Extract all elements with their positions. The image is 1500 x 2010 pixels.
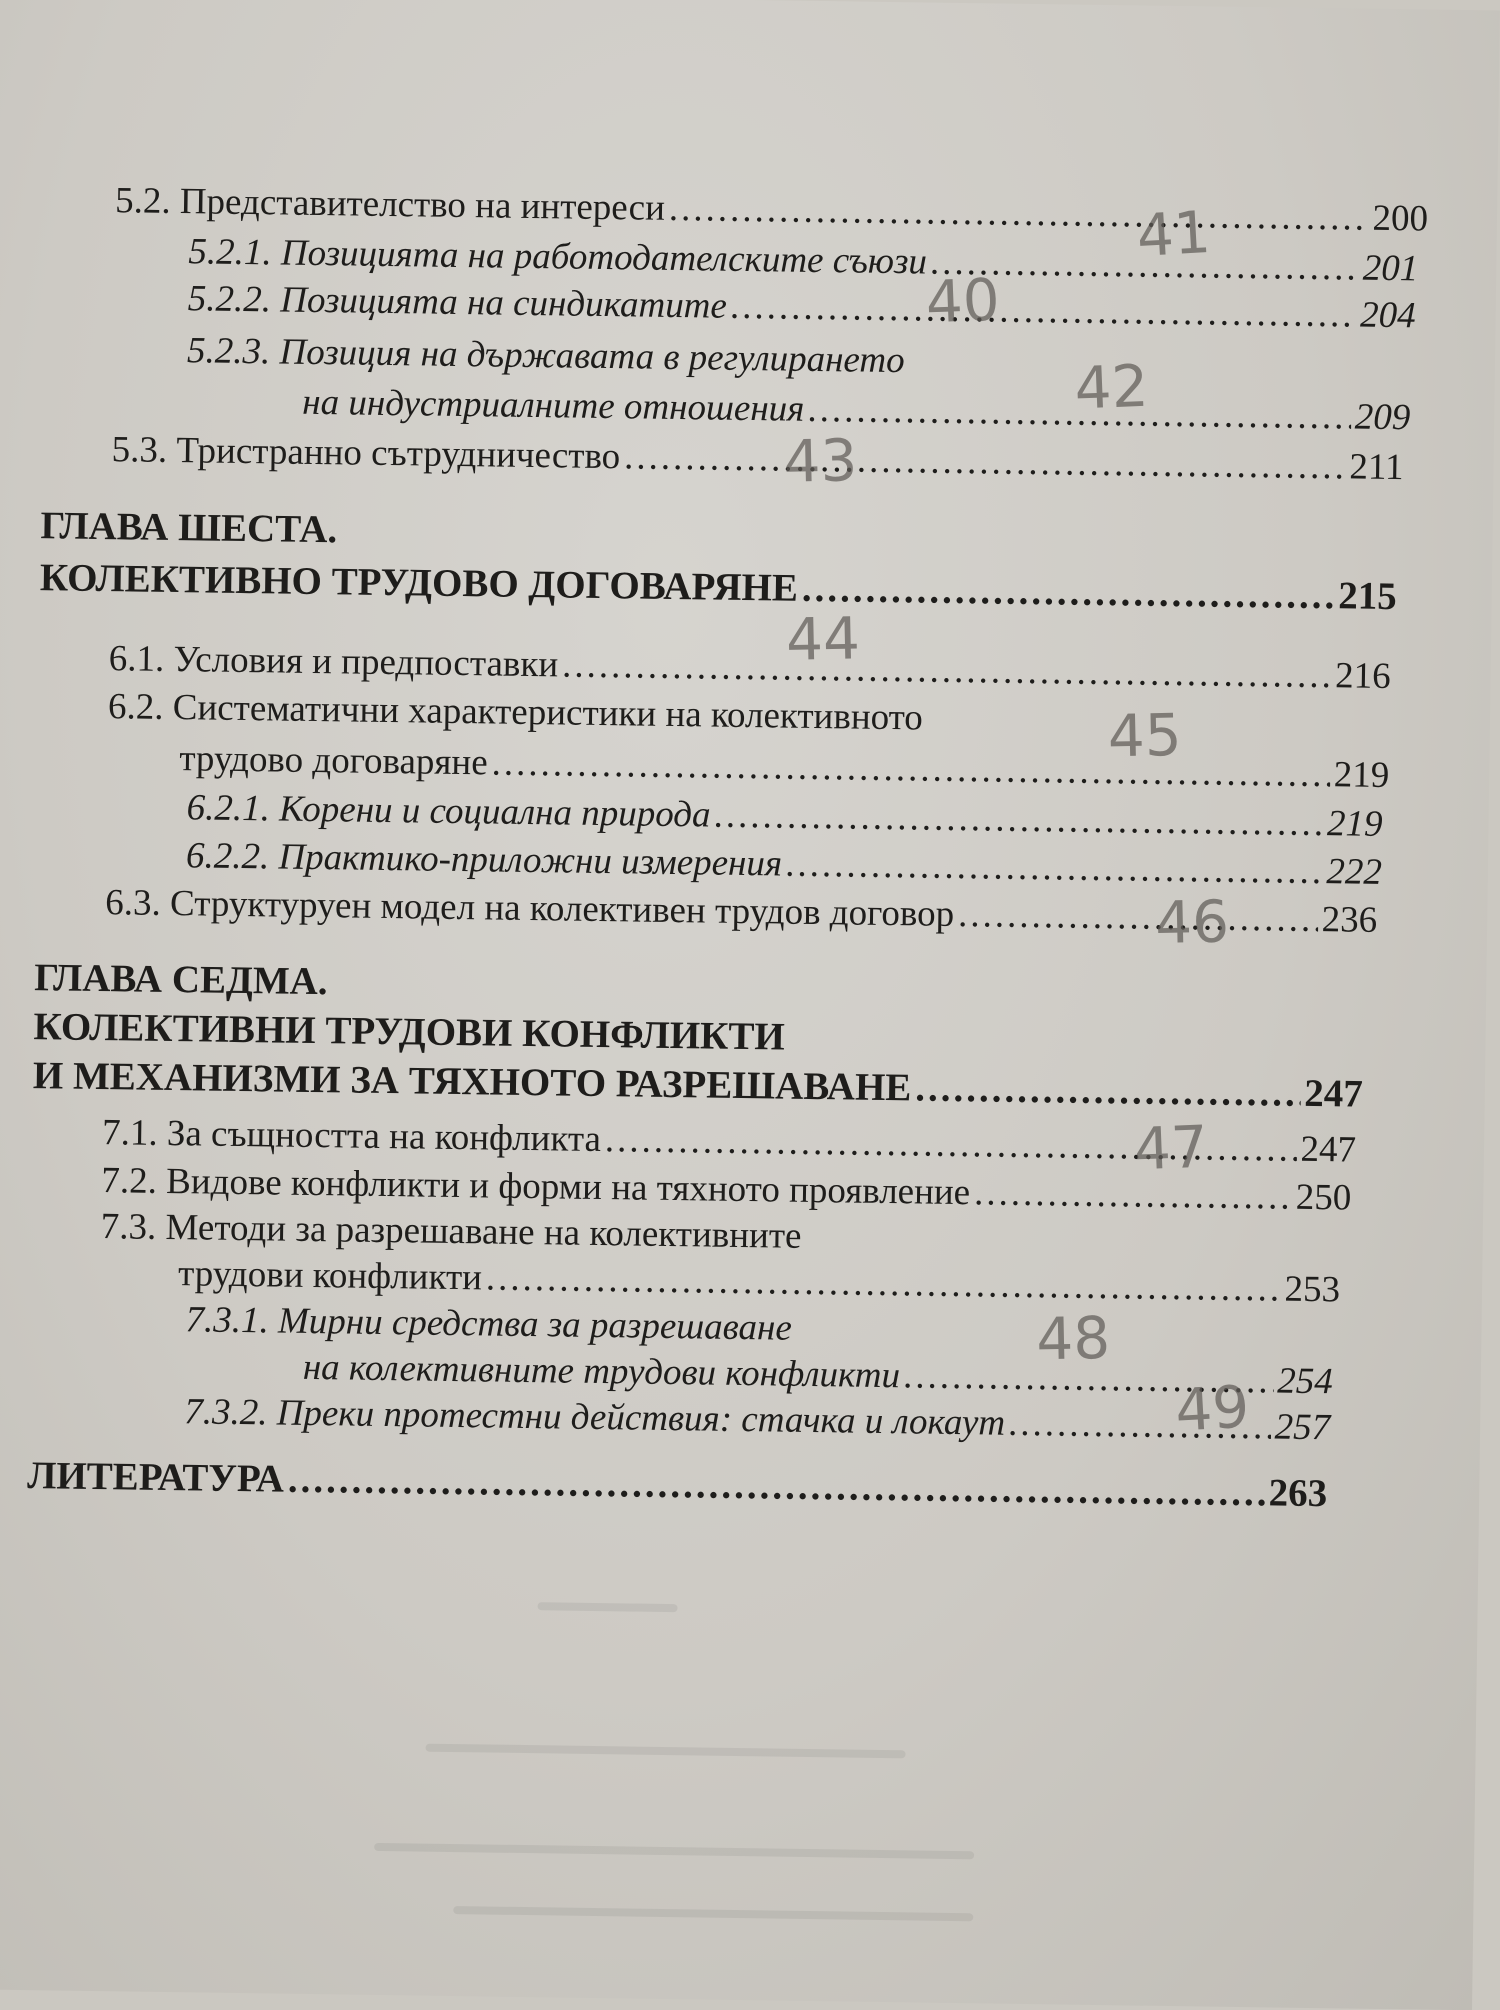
toc-label: 5.3. Тристранно сътрудничество	[111, 429, 621, 478]
toc-entry-literature	[27, 1454, 1327, 1516]
toc-label: 6.3. Структуруен модел на колективен трудов договор	[105, 882, 955, 935]
handwritten-note: 49	[1173, 1372, 1252, 1445]
dot-leader	[714, 794, 1323, 846]
show-through-mark	[453, 1906, 973, 1921]
toc-page-number: 201	[1362, 247, 1419, 290]
toc-entry-5-2-3-line1: 5.2.3. Позиция на държавата в регулирането	[186, 330, 905, 382]
chapter-7-heading: ГЛАВА СЕДМА.	[33, 956, 328, 1004]
toc-entry-7-3-line1: 7.3. Методи за разрешаване на колективните	[100, 1206, 802, 1257]
dot-leader	[786, 843, 1323, 894]
handwritten-note: 44	[785, 604, 861, 674]
toc-entry-7-3-1-line1: 7.3.1. Мирни средства за разрешаване	[185, 1299, 793, 1349]
toc-page-number: 247	[1303, 1071, 1364, 1116]
handwritten-note: 41	[1134, 197, 1213, 270]
toc-page-number: 247	[1300, 1128, 1357, 1171]
toc-entry-chapter-7	[33, 1054, 1363, 1117]
toc-page-number: 250	[1295, 1176, 1352, 1219]
toc-page-number: 219	[1326, 803, 1383, 845]
toc-page-number: 215	[1337, 574, 1398, 619]
chapter-title: И МЕХАНИЗМИ ЗА ТЯХНОТО РАЗРЕШАВАНЕ	[32, 1054, 912, 1110]
toc-label: 7.2. Видове конфликти и форми на тяхното проявление	[101, 1160, 971, 1214]
dot-leader	[624, 435, 1346, 489]
toc-page-number: 211	[1349, 446, 1404, 489]
dot-leader	[731, 285, 1357, 338]
toc-label: 7.3.2. Преки протестни действия: стачка и локаут	[183, 1391, 1006, 1444]
show-through-mark	[426, 1744, 906, 1759]
dot-leader	[958, 893, 1318, 942]
dot-leader	[288, 1458, 1265, 1516]
toc-page-number: 236	[1321, 899, 1378, 941]
toc-label: 5.2.2. Позицията на синдикатите	[187, 278, 728, 327]
toc-page-number: 216	[1334, 655, 1391, 698]
toc-label: 5.2.1. Позицията на работодателските съюзи	[188, 231, 928, 283]
toc-page-number: 200	[1372, 197, 1429, 240]
dot-leader	[915, 1066, 1301, 1115]
toc-label: 6.2.1. Корени и социална природа	[186, 787, 711, 836]
handwritten-note: 46	[1154, 887, 1230, 958]
handwritten-note: 47	[1132, 1112, 1210, 1184]
toc-label: трудови конфликти	[177, 1253, 483, 1299]
toc-label: трудово договаряне	[179, 738, 488, 784]
handwritten-note: 43	[782, 426, 859, 496]
dot-leader	[562, 643, 1332, 698]
toc-label: 5.2. Представителство на интереси	[114, 180, 666, 229]
toc-page-number: 263	[1268, 1471, 1328, 1516]
toc-label: 6.1. Условия и предпоставки	[108, 638, 559, 686]
toc-page-number: 219	[1333, 754, 1390, 796]
toc-entry-6-2-line1: 6.2. Систематични характеристики на колективното	[107, 686, 924, 739]
handwritten-note: 48	[1035, 1303, 1111, 1374]
chapter-6-heading: ГЛАВА ШЕСТА.	[40, 504, 338, 552]
toc-page-number: 254	[1276, 1360, 1334, 1403]
handwritten-note: 40	[924, 265, 1001, 337]
chapter-7-title-line1: КОЛЕКТИВНИ ТРУДОВИ КОНФЛИКТИ	[33, 1005, 786, 1059]
toc-page-number: 222	[1326, 851, 1383, 893]
toc-label: ЛИТЕРАТУРА	[27, 1454, 285, 1501]
toc-page-number: 253	[1284, 1268, 1341, 1311]
chapter-title: КОЛЕКТИВНО ТРУДОВО ДОГОВАРЯНЕ	[39, 556, 799, 610]
dot-leader	[491, 741, 1330, 797]
toc-page-number: 257	[1274, 1406, 1331, 1449]
toc-label: на индустриалните отношения	[302, 381, 805, 430]
toc-label: 6.2.2. Практико-приложни измерения	[185, 835, 783, 885]
dot-leader	[974, 1171, 1292, 1219]
show-through-mark	[537, 1602, 677, 1612]
toc-label: 7.1. За същността на конфликта	[101, 1112, 602, 1161]
dot-leader	[802, 567, 1335, 618]
show-through-mark	[374, 1843, 974, 1859]
toc-entry-chapter-6	[40, 556, 1397, 619]
toc-page-number: 204	[1359, 294, 1416, 337]
handwritten-note: 45	[1107, 700, 1183, 771]
handwritten-note: 42	[1073, 351, 1150, 423]
toc-label: на колективните трудови конфликти	[302, 1346, 901, 1397]
toc-page-number: 209	[1354, 396, 1411, 439]
dot-leader	[669, 187, 1369, 241]
